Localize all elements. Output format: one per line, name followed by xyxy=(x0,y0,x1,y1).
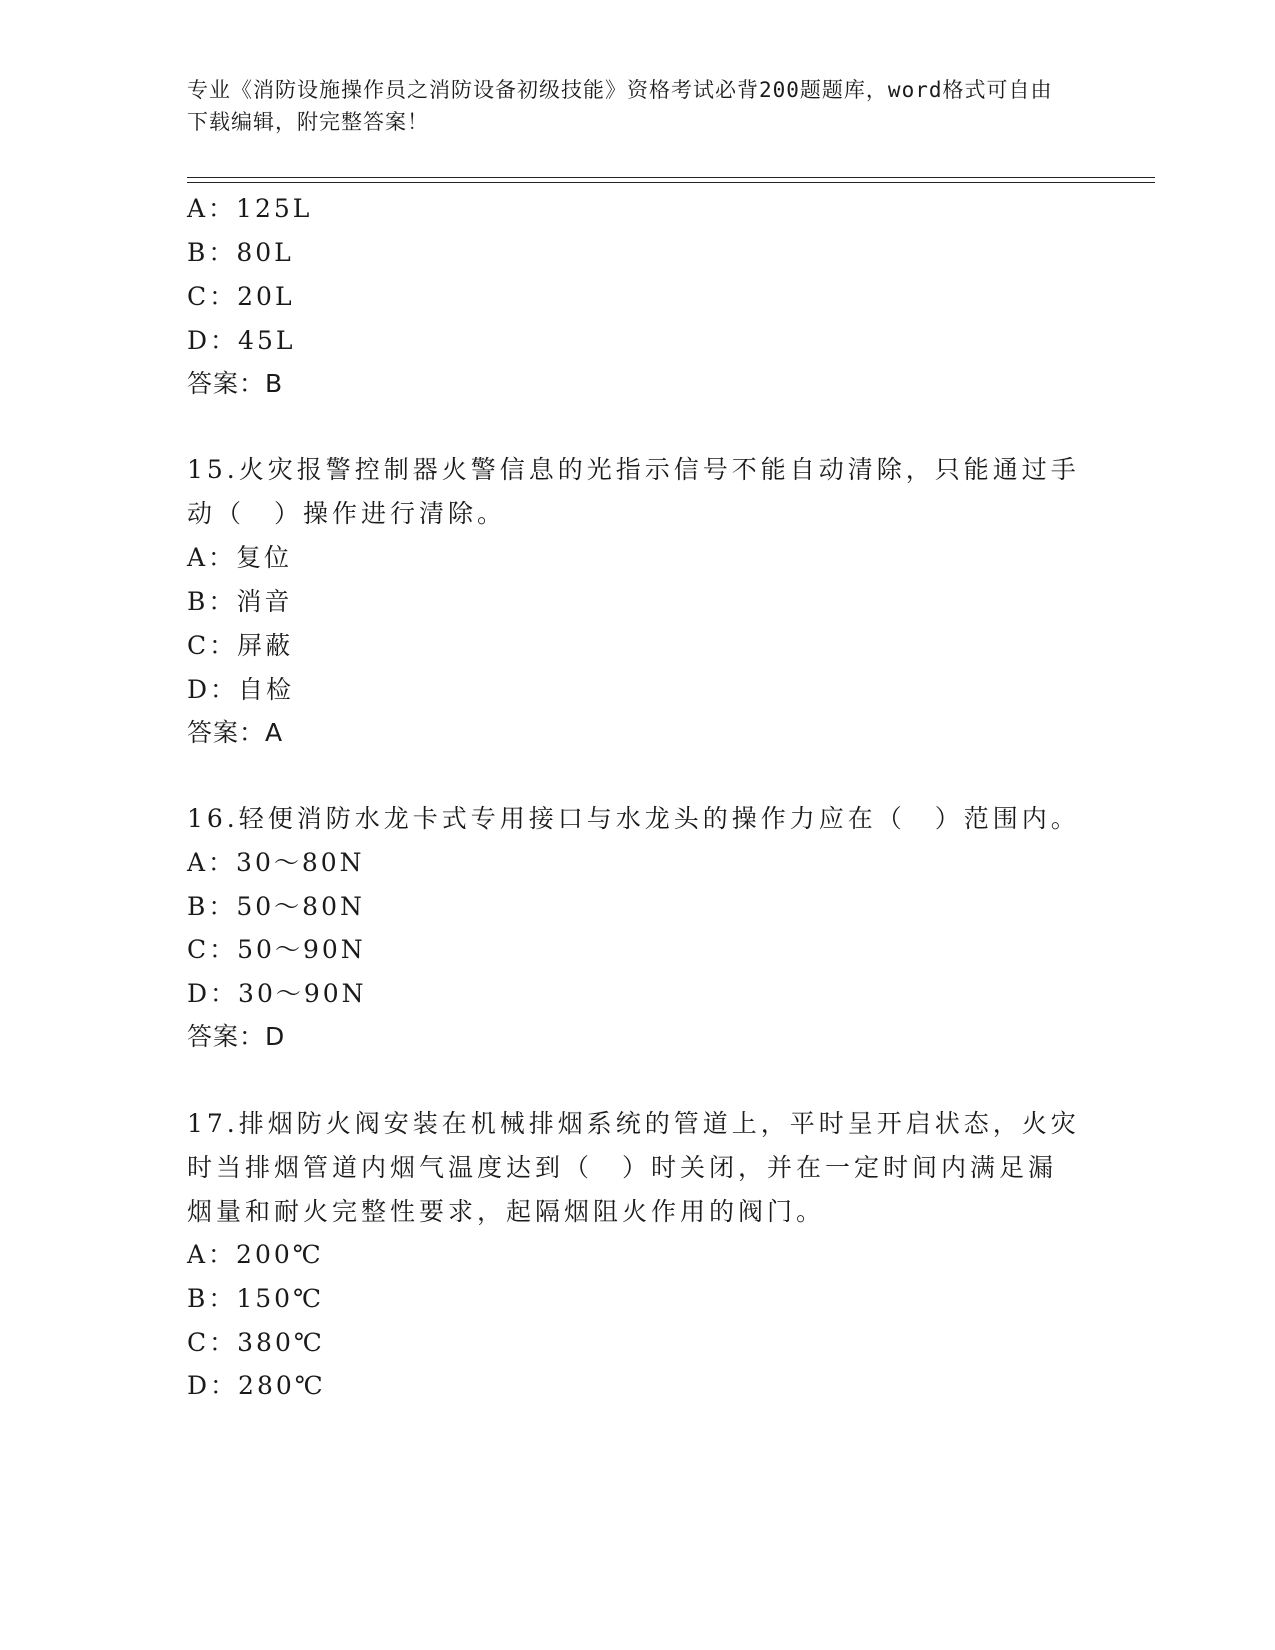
q17-stem-line-3: 烟量和耐火完整性要求，起隔烟阻火作用的阀门。 xyxy=(187,1197,826,1226)
q15-option-b: B：消音 xyxy=(187,587,293,616)
q15-option-d: D：自检 xyxy=(187,675,295,704)
q14-option-d: D：45L xyxy=(187,326,296,355)
q14-option-b: B：80L xyxy=(187,238,294,267)
q16-option-c: C：50～90N xyxy=(187,935,366,964)
q16-option-a: A：30～80N xyxy=(187,848,365,877)
header-rule-bottom xyxy=(187,182,1155,183)
q15-stem-line-1: 15.火灾报警控制器火警信息的光指示信号不能自动清除，只能通过手 xyxy=(187,455,1080,484)
q17-stem-line-2: 时当排烟管道内烟气温度达到（ ）时关闭，并在一定时间内满足漏 xyxy=(187,1153,1058,1182)
q17-option-d: D：280℃ xyxy=(187,1371,326,1400)
q15-option-a: A：复位 xyxy=(187,543,293,572)
q16-answer: 答案：D xyxy=(187,1022,286,1051)
q14-answer: 答案：B xyxy=(187,369,284,398)
q17-option-b: B：150℃ xyxy=(187,1284,325,1313)
q17-stem-line-1: 17.排烟防火阀安装在机械排烟系统的管道上，平时呈开启状态，火灾 xyxy=(187,1109,1080,1138)
q15-option-c: C：屏蔽 xyxy=(187,631,294,660)
q17-option-c: C：380℃ xyxy=(187,1328,325,1357)
q17-option-a: A：200℃ xyxy=(187,1240,324,1269)
q14-option-c: C：20L xyxy=(187,282,295,311)
q16-stem-line-1: 16.轻便消防水龙卡式专用接口与水龙头的操作力应在（ ）范围内。 xyxy=(187,804,1080,833)
document-header: 专业《消防设施操作员之消防设备初级技能》资格考试必背200题题库，word格式可自由下载编辑，附完整答案！ xyxy=(187,78,1053,134)
q15-stem-line-2: 动（ ）操作进行清除。 xyxy=(187,499,507,528)
header-rule-top xyxy=(187,177,1155,178)
q14-option-a: A：125L xyxy=(187,194,313,223)
q15-answer: 答案：A xyxy=(187,718,284,747)
q16-option-d: D：30～90N xyxy=(187,979,367,1008)
q16-option-b: B：50～80N xyxy=(187,892,365,921)
